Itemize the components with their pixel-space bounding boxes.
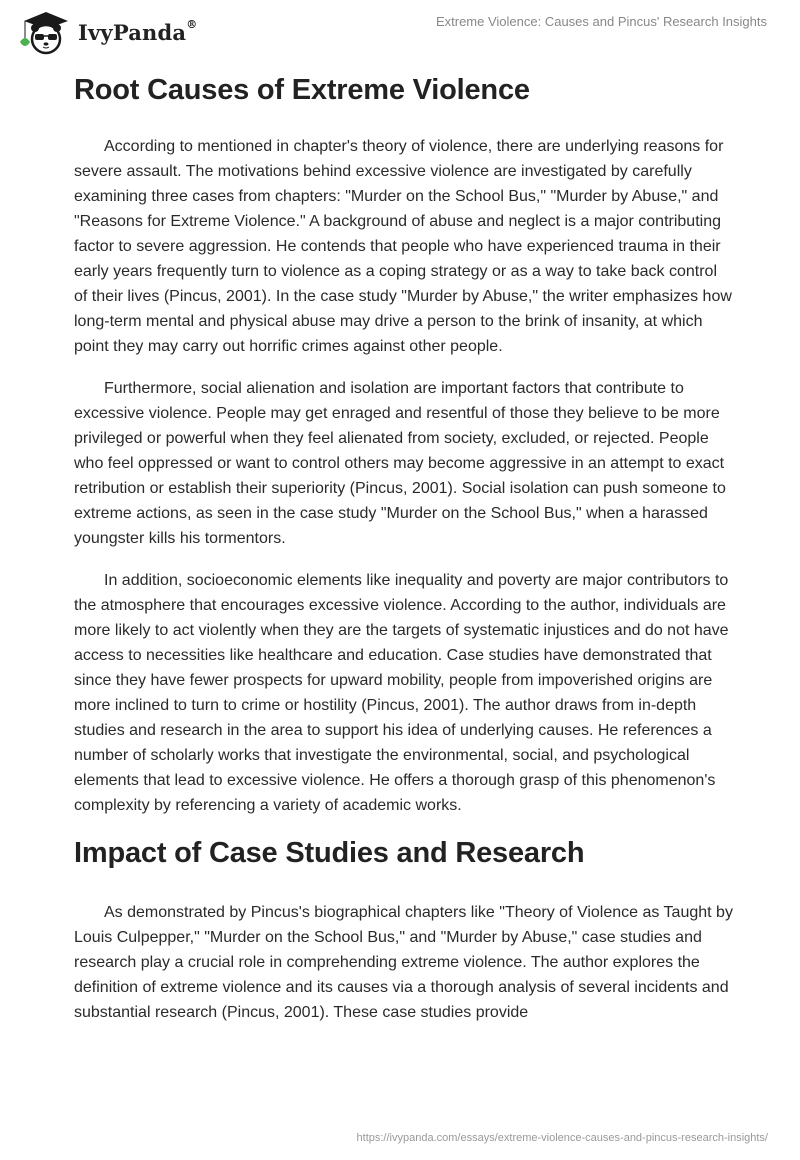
essay-content xyxy=(74,70,734,1025)
document-title: Extreme Violence: Causes and Pincus' Research Insights xyxy=(435,14,767,29)
paragraph: As demonstrated by Pincus's biographical chapters like "Theory of Violence as Taught by Louis Culpepper," "Murder on the School Bus," and "Murder by Abuse," case studies and research play a crucial role in comprehending extreme violence. The author explores the definition of extreme violence and its causes via a thorough analysis of several incidents and substantial research (Pincus, 2001). These case studies provide xyxy=(74,904,733,1021)
logo-text: IvyPanda xyxy=(78,19,187,45)
panda-graduate-icon xyxy=(16,8,76,56)
page-header xyxy=(0,0,800,60)
ivypanda-logo[interactable] xyxy=(16,8,197,56)
section-heading-impact: Impact of Case Studies and Research xyxy=(74,837,585,869)
section-heading-root-causes: Root Causes of Extreme Violence xyxy=(74,74,530,106)
paragraph: In addition, socioeconomic elements like inequality and poverty are major contributors to the atmosphere that encourages excessive violence. According to the author, individuals are more likely to act violently when they are the targets of systematic injustices and do not have access to necessities like healthcare and education. Case studies have demonstrated that since they have fewer prospects for upward mobility, people from impoverished origins are more inclined to turn to crime or hostility (Pincus, 2001). The author draws from in-depth studies and research in the area to support his idea of underlying causes. He references a number of scholarly works that investigate the environmental, social, and psychological elements that lead to excessive violence. He offers a thorough grasp of this phenomenon's complexity by referencing a variety of academic works. xyxy=(74,572,729,814)
source-url[interactable]: https://ivypanda.com/essays/extreme-violence-causes-and-pincus-research-insights/ xyxy=(356,1132,768,1144)
paragraph: According to mentioned in chapter's theory of violence, there are underlying reasons for severe assault. The motivations behind excessive violence are investigated by carefully examining three cases from chapters: "Murder on the School Bus," "Murder by Abuse," and "Reasons for Extreme Violence." A background of abuse and neglect is a major contributing factor to severe aggression. He contends that people who have experienced trauma in their early years frequently turn to violence as a coping strategy or as a way to take back control of their lives (Pincus, 2001). In the case study "Murder by Abuse," the writer emphasizes how long-term mental and physical abuse may drive a person to the brink of insanity, at which point they may carry out horrific crimes against other people. xyxy=(74,138,732,355)
logo-wordmark xyxy=(78,17,198,45)
registered-mark: ® xyxy=(186,17,198,31)
paragraph: Furthermore, social alienation and isolation are important factors that contribute to excessive violence. People may get enraged and resentful of those they believe to be more privileged or powerful when they feel alienated from society, excluded, or rejected. People who feel oppressed or want to control others may become aggressive in an attempt to exact retribution or establish their superiority (Pincus, 2001). Social isolation can push someone to extreme actions, as seen in the case study "Murder on the School Bus," when a harassed youngster kills his tormentors. xyxy=(74,380,726,547)
